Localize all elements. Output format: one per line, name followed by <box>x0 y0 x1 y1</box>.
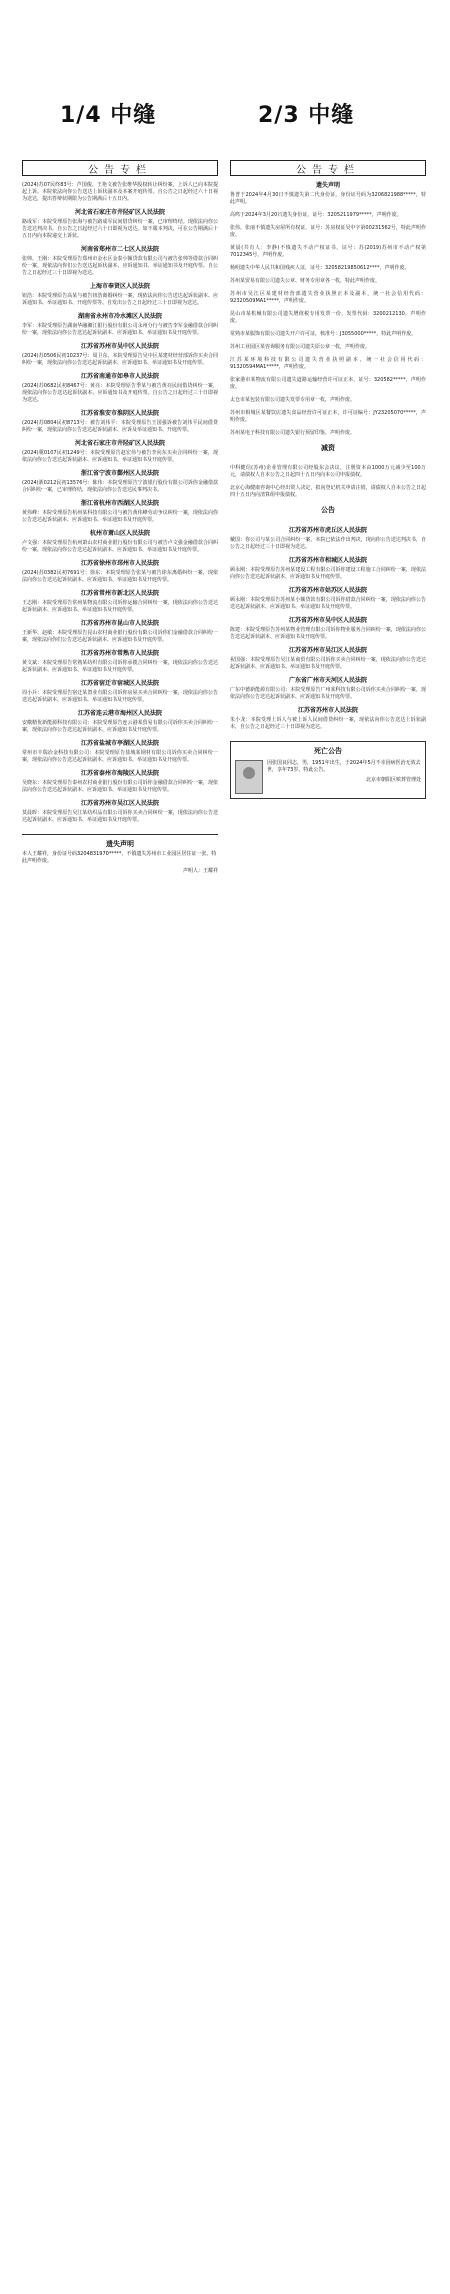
notice-entry <box>22 470 218 494</box>
notice-entry <box>22 209 218 240</box>
notice-body: 顾永刚：本院受理原告苏州某建设工程有限公司诉你建设工程施工合同纠纷一案，现依法向你公告送达起诉状副本、应诉通知书及开庭传票。 <box>230 567 426 580</box>
notice-body: 苏州工业园区某咨询服务有限公司遗失原公章一枚，声明作废。 <box>230 344 371 350</box>
notice-entry <box>230 707 426 731</box>
notice-body: 鲁普于2024年4月30日不慎遗失第二代身份证，身份证号码为3206821988*****，特此声明。 <box>230 192 426 205</box>
notice-title: 江苏省苏州市姑苏区人民法院 <box>288 587 367 594</box>
notice-title: 江苏省徐州市邳州市人民法院 <box>80 560 159 567</box>
portrait-photo <box>235 760 263 794</box>
notice-body: 中科健信(苏州)企业管理有限公司经股东会决议，注册资本由1000万元减少至100万元，请债权人自本公告之日起四十五日内向本公司申报债权。 <box>230 465 426 478</box>
notice-entry <box>22 770 218 794</box>
notice-entry <box>230 311 426 325</box>
notice-entry <box>22 410 218 434</box>
notice-body: 朱小龙：本院受理上诉人与被上诉人民间借贷纠纷一案，现依法向你公告送达上诉状副本，自公告之日起经过三十日即视为送达。 <box>230 717 426 730</box>
obituary-signature: 北京市朝阳区殡葬管理处 <box>365 777 421 783</box>
obituary-title: 死亡公告 <box>314 747 342 755</box>
notice-title: 杭州市萧山区人民法院 <box>89 530 150 537</box>
notice-body: 莫晨晖：本院受理原告吴江某纺织品有限公司诉你买卖合同纠纷一案，现依法向你公告送达起诉状副本、应诉通知书、举证通知书及开庭传票。 <box>22 810 218 823</box>
notice-title: 江苏省苏州市人民法院 <box>297 707 358 714</box>
notice-body: 顾永刚：本院受理原告苏州某小额贷款有限公司诉你借款合同纠纷一案，现依法向你公告送达起诉状副本、应诉通知书、举证通知书及开庭传票。 <box>230 597 426 610</box>
right-entries <box>230 176 426 437</box>
notice-body: 杨明遗失中华人民共和国残疾人证，证号：32058219850612****，声明作废。 <box>230 265 410 271</box>
notice-body: 常州市丰瑞冶金科技有限公司：本院受理原告盐城某钢材有限公司诉你买卖合同纠纷一案，现依法向你公告送达起诉状副本、应诉通知书、举证通知书及开庭传票。 <box>22 750 218 763</box>
court-notices <box>230 521 426 731</box>
notice-title: 江苏省苏州市虎丘区人民法院 <box>288 527 367 534</box>
notice-entry <box>230 587 426 611</box>
notice-body: 昆山市某机械有限公司遗失增值税专用发票一份，发票代码：3200212130，声明作废。 <box>230 311 426 324</box>
notice-body: (2024)冀0107民初1249号：本院受理原告赵宏伟与被告李向东买卖合同纠纷一案，现依法向你公告送达起诉状副本、应诉通知书、举证通知书及开庭传票。 <box>22 450 218 463</box>
notice-entry <box>22 530 218 554</box>
notice-entry <box>22 740 218 764</box>
notice-body: 李军：本院受理原告湖南华融湘江银行股份有限公司永州分行与被告李军金融借款合同纠纷一案，现依法向你公告送达起诉状副本、应诉通知书、举证通知书及开庭传票。 <box>22 323 218 336</box>
notice-entry <box>230 357 426 371</box>
notice-entry <box>230 527 426 551</box>
notice-entry <box>230 344 426 351</box>
notice-entry <box>22 800 218 824</box>
right-notice-column <box>230 160 426 2282</box>
notice-title: 河北省石家庄市井陉矿区人民法院 <box>74 209 165 216</box>
notice-entry <box>230 212 426 219</box>
notice-entry <box>230 225 426 239</box>
notice-body: 张帅、王刚：本院受理原告郑州市金水区金泰小额贷款有限公司与被告张帅等借款合同纠纷一案，现依法向你们公告送达起诉状副本、应诉通知书、举证通知书及开庭传票。自公告之日起经过三十日即视为送达。 <box>22 256 218 276</box>
notice-body: 苏州某电子科技有限公司遗失银行预留印鉴，声明作废。 <box>230 430 356 436</box>
notice-body: 祝国强：本院受理原告吴江某商贸有限公司诉你买卖合同纠纷一案，现依法向你公告送达起诉状副本、应诉通知书、举证通知书及开庭传票。 <box>230 657 426 670</box>
notice-body: (2024)苏07民终83号：芦国俊、王艳文被告张维华股权转让纠纷案，上诉人已向本院提起上诉。本院依法向你公告送达上诉状副本及本案开庭传票。自公告之日起经过六十日视为送达，提出答辩状期限为公告期满后十五日内。 <box>22 182 218 202</box>
notice-entry <box>230 397 426 404</box>
notice-body: 广东中德新能源有限公司：本院受理原告广州某科技有限公司诉你买卖合同纠纷一案，现依法向你公告送达起诉状副本、应诉通知书及开庭传票。 <box>230 687 426 700</box>
notice-entry <box>22 620 218 644</box>
statement-title: 遗失声明 <box>106 840 134 848</box>
notice-body: (2024)苏0682民初8467号：黄亮：本院受理原告季某与被告黄亮民间借贷纠纷一案，现依法向你公告送达起诉状副本、应诉通知书及开庭传票。自公告之日起经过三十日即视为送达。 <box>22 383 218 403</box>
notice-entry <box>230 245 426 259</box>
left-entries <box>22 176 218 824</box>
notice-body: (2024)苏0382民初7691号：徐东：本院受理原告张某与被告徐东离婚纠纷一案，现依法向你公告送达起诉状副本、应诉通知书、举证通知书及开庭传票。 <box>22 570 218 583</box>
notice-body: 常熟市某服饰有限公司遗失开户许可证，核准号：J3055000*****，特此声明作废。 <box>230 331 417 337</box>
notice-body: 戴国：你公司与某公司合同纠纷一案，本院已依法作出判决，现向你公告送达判决书，自公告之日起经过三十日即视为送达。 <box>230 537 426 550</box>
notice-title: 江苏省苏州市吴江区人民法院 <box>80 800 159 807</box>
notice-body: 王新华、赵敏：本院受理原告昆山农村商业银行股份有限公司诉你们金融借款合同纠纷一案，现依法向你们公告送达起诉状副本、应诉通知书及开庭传票。 <box>22 630 218 643</box>
notice-entry <box>22 246 218 277</box>
notice-body: 张家港市某物流有限公司遗失道路运输经营许可证正本，证号：320582*****，声明作废。 <box>230 377 426 390</box>
notice-entry <box>22 373 218 404</box>
notice-title: 江苏省南通市如皋市人民法院 <box>80 373 159 380</box>
notice-entry <box>22 440 218 464</box>
notice-title: 江苏省苏州市昆山市人民法院 <box>80 620 159 627</box>
notice-title: 江苏省泰州市海陵区人民法院 <box>80 770 159 777</box>
notice-body: 黄伟峰：本院受理原告杭州某科技有限公司与被告黄伟峰劳动争议纠纷一案，现依法向你公告送达起诉状副本、应诉通知书、举证通知书及开庭传票。 <box>22 510 218 523</box>
notice-entry <box>22 313 218 337</box>
notice-body: 江苏某环境科技有限公司遗失营业执照副本，统一社会信用代码：91320594MA1*****，声明作废。 <box>230 357 426 370</box>
notice-title: 江苏省常州市新北区人民法院 <box>80 590 159 597</box>
notice-title: 江苏省苏州市相城区人民法院 <box>288 557 367 564</box>
notice-title: 湖南省永州市冷水滩区人民法院 <box>77 313 162 320</box>
gutter-header <box>0 0 450 160</box>
notice-title: 江苏省苏州市吴中区人民法院 <box>80 343 159 350</box>
notice-body: 黄文斌：本院受理原告常熟某纺织有限公司诉你承揽合同纠纷一案，现依法向你公告送达起诉状副本、应诉通知书、举证通知书及开庭传票。 <box>22 660 218 673</box>
notice-body: 吴晓东：本院受理原告泰州农村商业银行股份有限公司诉你金融借款合同纠纷一案，现依法向你公告送达起诉状副本、应诉通知书、举证通知书及开庭传票。 <box>22 780 218 793</box>
notice-title: 江苏省盐城市亭湖区人民法院 <box>80 740 159 747</box>
notice-entry <box>22 182 218 203</box>
notice-entry <box>230 377 426 391</box>
notice-body: 周小兵：本院受理原告宿迁某置业有限公司诉你房屋买卖合同纠纷一案，现依法向你公告送达起诉状副本、应诉通知书、举证通知书及开庭传票。 <box>22 690 218 703</box>
notice-body: 苏州市相城区某餐饮店遗失食品经营许可证正本，许可证编号：JY23205070*****，声明作废。 <box>230 410 426 423</box>
notice-body: 安徽精优新能源科技有限公司：本院受理原告连云港某贸易有限公司诉你买卖合同纠纷一案，现依法向你公告送达起诉状副本、应诉通知书及开庭传票。 <box>22 720 218 733</box>
notice-title: 江苏省宿迁市宿城区人民法院 <box>80 680 159 687</box>
notice-entry <box>230 465 426 479</box>
notice-entry <box>22 343 218 367</box>
notice-body: 王志刚：本院受理原告常州某物流有限公司诉你运输合同纠纷一案，现依法向你公告送达起诉状副本、应诉通知书、举证通知书及开庭传票。 <box>22 600 218 613</box>
notice-title: 江苏省淮安市淮阴区人民法院 <box>80 410 159 417</box>
notice-title: 上海市奉贤区人民法院 <box>89 283 150 290</box>
gutter-label-right: 2/3 中缝 <box>258 103 355 128</box>
notice-title: 广东省广州市天河区人民法院 <box>288 677 367 684</box>
notice-title: 河北省石家庄市井陉矿区人民法院 <box>74 440 165 447</box>
notice-entry <box>230 430 426 437</box>
notice-body: (2024)浙0212民初13576号：陈伟：本院受理原告宁波银行股份有限公司诉你金融借款合同纠纷一案，已审理终结，现依法向你公告送达民事判决书。 <box>22 480 218 493</box>
notice-title: 河南省郑州市二七区人民法院 <box>80 246 159 253</box>
obituary-box <box>230 741 426 799</box>
notice-entry <box>230 291 426 305</box>
notice-body: 苏州市吴江区某建材经营部遗失营业执照正本及副本，统一社会信用代码：92320509MA1*****，声明作废。 <box>230 291 426 304</box>
notice-entry <box>230 677 426 701</box>
notice-entry <box>230 410 426 424</box>
notice-body: (2024)苏0804民初8713号：被告刘伟平：本院受理原告王国强诉被告刘伟平民间借贷纠纷一案，现依法向你公告送达起诉状副本、应诉及举证通知书、开庭传票。 <box>22 420 218 433</box>
notice-entry <box>22 650 218 674</box>
notice-entry <box>22 500 218 524</box>
notice-entry <box>230 265 426 272</box>
notice-body: 高鸣于2024年3月20日遗失身份证，证号：3205211979*****，声明作废。 <box>230 212 402 218</box>
notice-title: 遗失声明 <box>315 182 340 189</box>
section-header: 公告 <box>321 506 335 514</box>
notice-body: 北京心海健康咨询中心经出资人决定，拟向登记机关申请注销，请债权人自本公告之日起四十五日内向清算组申报债权。 <box>230 485 426 498</box>
notice-entry <box>230 278 426 285</box>
notice-body: 卢文强：本院受理原告杭州萧山农村商业银行股份有限公司与被告卢文强金融借款合同纠纷一案，现依法向你公告送达起诉状副本、应诉通知书、举证通知书及开庭传票。 <box>22 540 218 553</box>
loss-statement <box>22 834 218 874</box>
capital-reduction-notices <box>230 459 426 499</box>
notice-entry <box>22 710 218 734</box>
notice-body: 张伟、张丽不慎遗失房屋所有权证，证号：苏房权证吴中字第00231562号，特此声明作废。 <box>230 225 426 238</box>
notice-title: 江苏省苏州市吴江区人民法院 <box>288 647 367 654</box>
left-notice-column <box>22 160 218 2282</box>
obituary-body: 因张国良同志，男，1951年出生，于2024年5月不幸因病医治无效去世，享年73岁。特此公告。 <box>267 760 421 773</box>
notice-entry <box>230 557 426 581</box>
notice-entry <box>22 590 218 614</box>
notice-body: 陈建：本院受理原告苏州某物业管理有限公司诉你物业服务合同纠纷一案，现依法向你公告送达起诉状副本、应诉通知书及开庭传票。 <box>230 627 426 640</box>
notice-body: 黄晨(共有人：李静)不慎遗失不动产权证书，证号：苏(2019)苏州市不动产权第7012345号，声明作废。 <box>230 245 426 258</box>
notice-title: 浙江省宁波市鄞州区人民法院 <box>80 470 159 477</box>
statement-signature: 声明人：王耀祥 <box>182 868 218 874</box>
section-header: 减资 <box>321 444 335 452</box>
notice-body: (2024)苏0506民初10237号：周卫东，本院受理原告吴中区某建材经营部诉你买卖合同纠纷一案，现依法向你公告送达起诉状副本、应诉通知书、举证通知书及开庭传票。 <box>22 353 218 366</box>
notice-body: 路成军：本院受理原告张海与被告路成军民间借贷纠纷一案，已审理终结。现依法向你公告送达判决书。自公告之日起经过六十日即视为送达。如不服本判决，可在公告期满后十五日内向本院递交上诉状。 <box>22 219 218 239</box>
notice-title: 江苏省苏州市吴中区人民法院 <box>288 617 367 624</box>
notice-entry <box>230 485 426 499</box>
gutter-label-left: 1/4 中缝 <box>60 103 157 128</box>
notice-entry <box>22 680 218 704</box>
notice-entry <box>230 617 426 641</box>
notice-entry <box>22 560 218 584</box>
notice-entry <box>230 182 426 206</box>
column-banner: 公告专栏 <box>230 160 426 176</box>
column-banner: 公告专栏 <box>22 160 218 176</box>
notice-body: 苏州某贸易有限公司遗失公章、财务专用章各一枚，特此声明作废。 <box>230 278 381 284</box>
notice-body: 太仓市某包装有限公司遗失发票专用章一枚，声明作废。 <box>230 397 356 403</box>
notice-title: 浙江省杭州市西湖区人民法院 <box>80 500 159 507</box>
notice-entry <box>230 331 426 338</box>
notice-title: 江苏省苏州市常熟市人民法院 <box>80 650 159 657</box>
notice-entry <box>230 647 426 671</box>
notice-entry <box>22 283 218 307</box>
notice-title: 江苏省连云港市海州区人民法院 <box>77 710 162 717</box>
statement-body: 本人王耀祥，身份证号码3204831970*****，不慎遗失苏州市工业园区居住证一张，特此声明作废。 <box>22 851 217 864</box>
notice-body: 钮浩：本院受理原告高某与被告钮浩离婚纠纷一案，现依法向你公告送达起诉状副本、应诉通知书、举证通知书、开庭传票等。自发出公告之日起经过三十日即视为送达。 <box>22 293 218 306</box>
